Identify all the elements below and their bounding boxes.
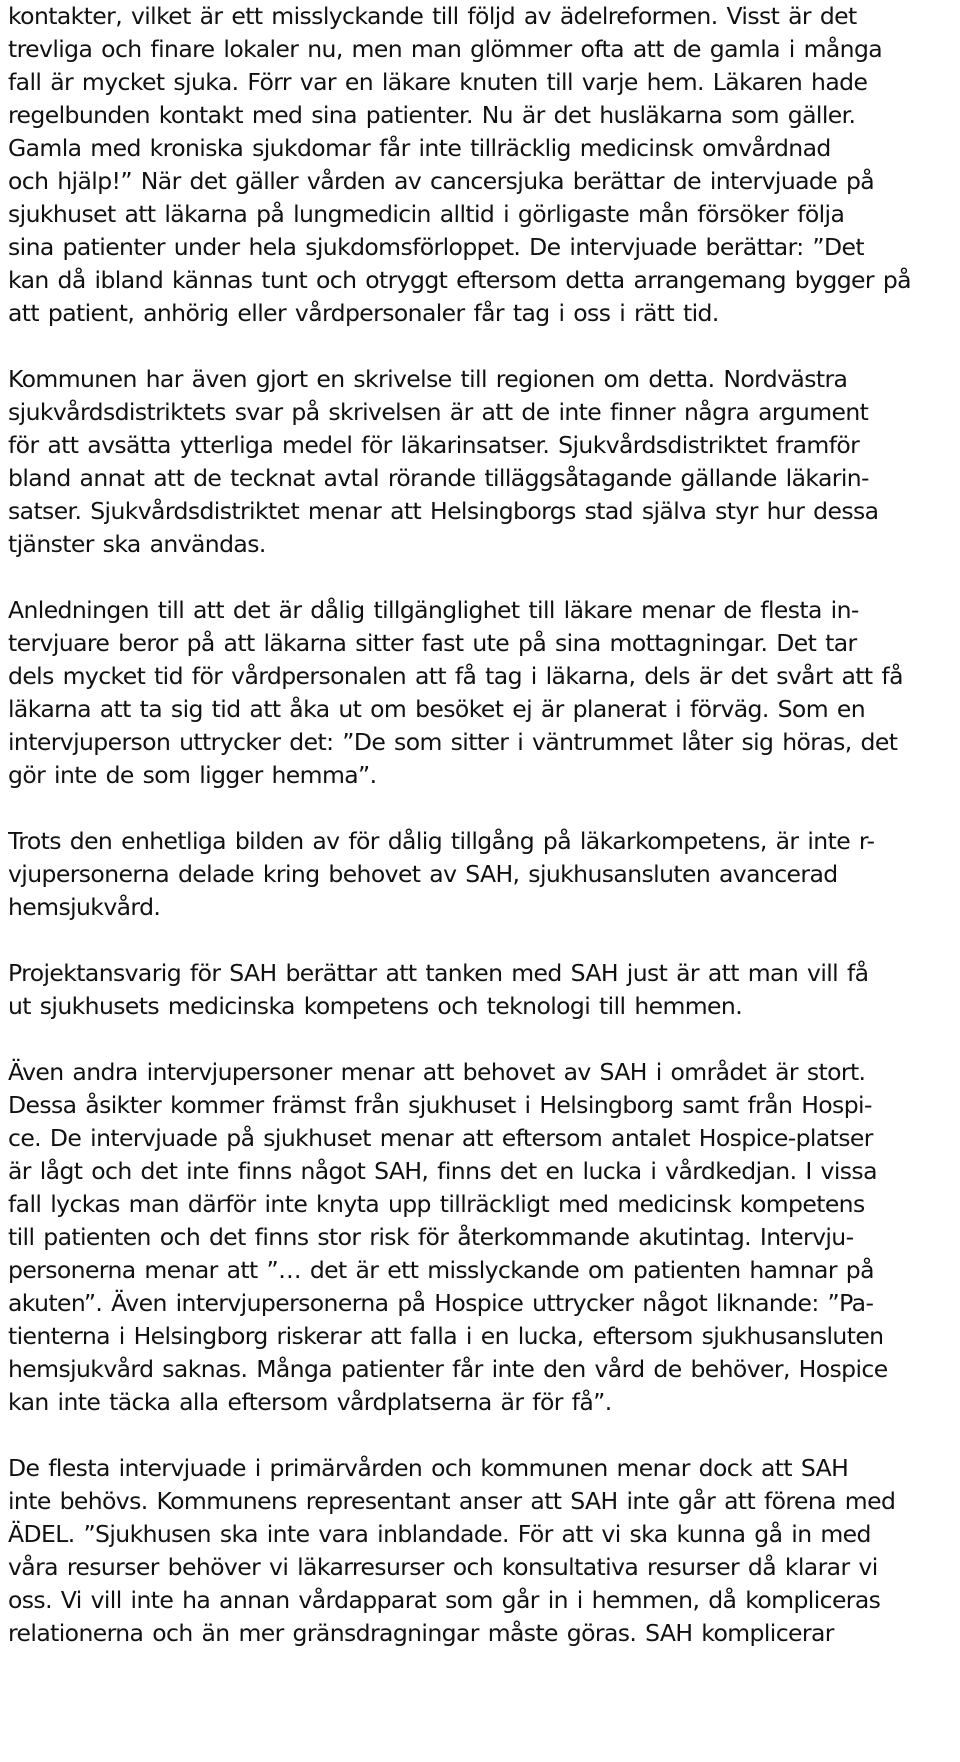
- paragraph: [8, 594, 946, 792]
- text-line: Dessa åsikter kommer främst från sjukhuset i Helsingborg samt från Hospi-: [8, 1091, 872, 1119]
- text-line: ce. De intervjuade på sjukhuset menar att eftersom antalet Hospice-platser: [8, 1124, 873, 1152]
- text-line: trevliga och finare lokaler nu, men man glömmer ofta att de gamla i många: [8, 35, 883, 63]
- paragraph: [8, 1452, 946, 1650]
- text-line: relationerna och än mer gränsdragningar måste göras. SAH komplicerar: [8, 1619, 834, 1647]
- text-line: Gamla med kroniska sjukdomar får inte tillräcklig medicinsk omvårdnad: [8, 134, 831, 162]
- text-line: tervjuare beror på att läkarna sitter fast ute på sina mottagningar. Det tar: [8, 629, 857, 657]
- text-line: Anledningen till att det är dålig tillgänglighet till läkare menar de flesta in-: [8, 596, 859, 624]
- paragraph: [8, 825, 946, 924]
- text-line: vjupersonerna delade kring behovet av SAH, sjukhusansluten avancerad: [8, 860, 838, 888]
- text-line: tienterna i Helsingborg riskerar att falla i en lucka, eftersom sjukhusansluten: [8, 1322, 884, 1350]
- text-line: och hjälp!” När det gäller vården av cancersjuka berättar de intervjuade på: [8, 167, 875, 195]
- document-page: [8, 0, 946, 1683]
- text-line: kontakter, vilket är ett misslyckande till följd av ädelreformen. Visst är det: [8, 2, 857, 30]
- text-line: intervjuperson uttrycker det: ”De som sitter i väntrummet låter sig höras, det: [8, 728, 898, 756]
- text-line: Trots den enhetliga bilden av för dålig tillgång på läkarkompetens, är inte r-: [8, 827, 875, 855]
- paragraph: [8, 957, 946, 1023]
- text-line: är lågt och det inte finns något SAH, finns det en lucka i vårdkedjan. I vissa: [8, 1157, 877, 1185]
- text-line: hemsjukvård.: [8, 893, 161, 921]
- text-line: bland annat att de tecknat avtal rörande tilläggsåtagande gällande läkarin-: [8, 464, 869, 492]
- text-line: personerna menar att ”… det är ett misslyckande om patienten hamnar på: [8, 1256, 874, 1284]
- text-line: läkarna att ta sig tid att åka ut om besöket ej är planerat i förväg. Som en: [8, 695, 866, 723]
- text-line: fall är mycket sjuka. Förr var en läkare knuten till varje hem. Läkaren hade: [8, 68, 868, 96]
- text-line: sina patienter under hela sjukdomsförloppet. De intervjuade berättar: ”Det: [8, 233, 864, 261]
- text-line: att patient, anhörig eller vårdpersonaler får tag i oss i rätt tid.: [8, 299, 719, 327]
- text-line: ÄDEL. ”Sjukhusen ska inte vara inblandade. För att vi ska kunna gå in med: [8, 1520, 871, 1548]
- text-line: för att avsätta ytterliga medel för läkarinsatser. Sjukvårdsdistriktet framför: [8, 431, 860, 459]
- paragraph: [8, 0, 946, 330]
- text-line: Kommunen har även gjort en skrivelse till regionen om detta. Nordvästra: [8, 365, 848, 393]
- text-line: dels mycket tid för vårdpersonalen att få tag i läkarna, dels är det svårt att få: [8, 662, 903, 690]
- text-line: fall lyckas man därför inte knyta upp tillräckligt med medicinsk kompetens: [8, 1190, 865, 1218]
- text-line: tjänster ska användas.: [8, 530, 266, 558]
- text-line: ut sjukhusets medicinska kompetens och teknologi till hemmen.: [8, 992, 743, 1020]
- text-line: gör inte de som ligger hemma”.: [8, 761, 377, 789]
- text-line: kan då ibland kännas tunt och otryggt eftersom detta arrangemang bygger på: [8, 266, 911, 294]
- text-line: Projektansvarig för SAH berättar att tanken med SAH just är att man vill få: [8, 959, 869, 987]
- text-line: inte behövs. Kommunens representant anser att SAH inte går att förena med: [8, 1487, 896, 1515]
- text-line: våra resurser behöver vi läkarresurser och konsultativa resurser då klarar vi: [8, 1553, 878, 1581]
- text-line: oss. Vi vill inte ha annan vårdapparat som går in i hemmen, då kompliceras: [8, 1586, 881, 1614]
- text-line: regelbunden kontakt med sina patienter. Nu är det husläkarna som gäller.: [8, 101, 856, 129]
- text-line: till patienten och det finns stor risk för återkommande akutintag. Intervju-: [8, 1223, 854, 1251]
- paragraph: [8, 1056, 946, 1419]
- text-line: kan inte täcka alla eftersom vårdplatserna är för få”.: [8, 1388, 612, 1416]
- text-line: Även andra intervjupersoner menar att behovet av SAH i området är stort.: [8, 1058, 866, 1086]
- text-line: satser. Sjukvårdsdistriktet menar att Helsingborgs stad själva styr hur dessa: [8, 497, 879, 525]
- text-line: sjukvårdsdistriktets svar på skrivelsen är att de inte finner några argument: [8, 398, 869, 426]
- paragraph: [8, 363, 946, 561]
- text-line: sjukhuset att läkarna på lungmedicin alltid i görligaste mån försöker följa: [8, 200, 845, 228]
- text-line: De flesta intervjuade i primärvården och kommunen menar dock att SAH: [8, 1454, 849, 1482]
- text-line: akuten”. Även intervjupersonerna på Hospice uttrycker något liknande: ”Pa-: [8, 1289, 874, 1317]
- text-line: hemsjukvård saknas. Många patienter får inte den vård de behöver, Hospice: [8, 1355, 888, 1383]
